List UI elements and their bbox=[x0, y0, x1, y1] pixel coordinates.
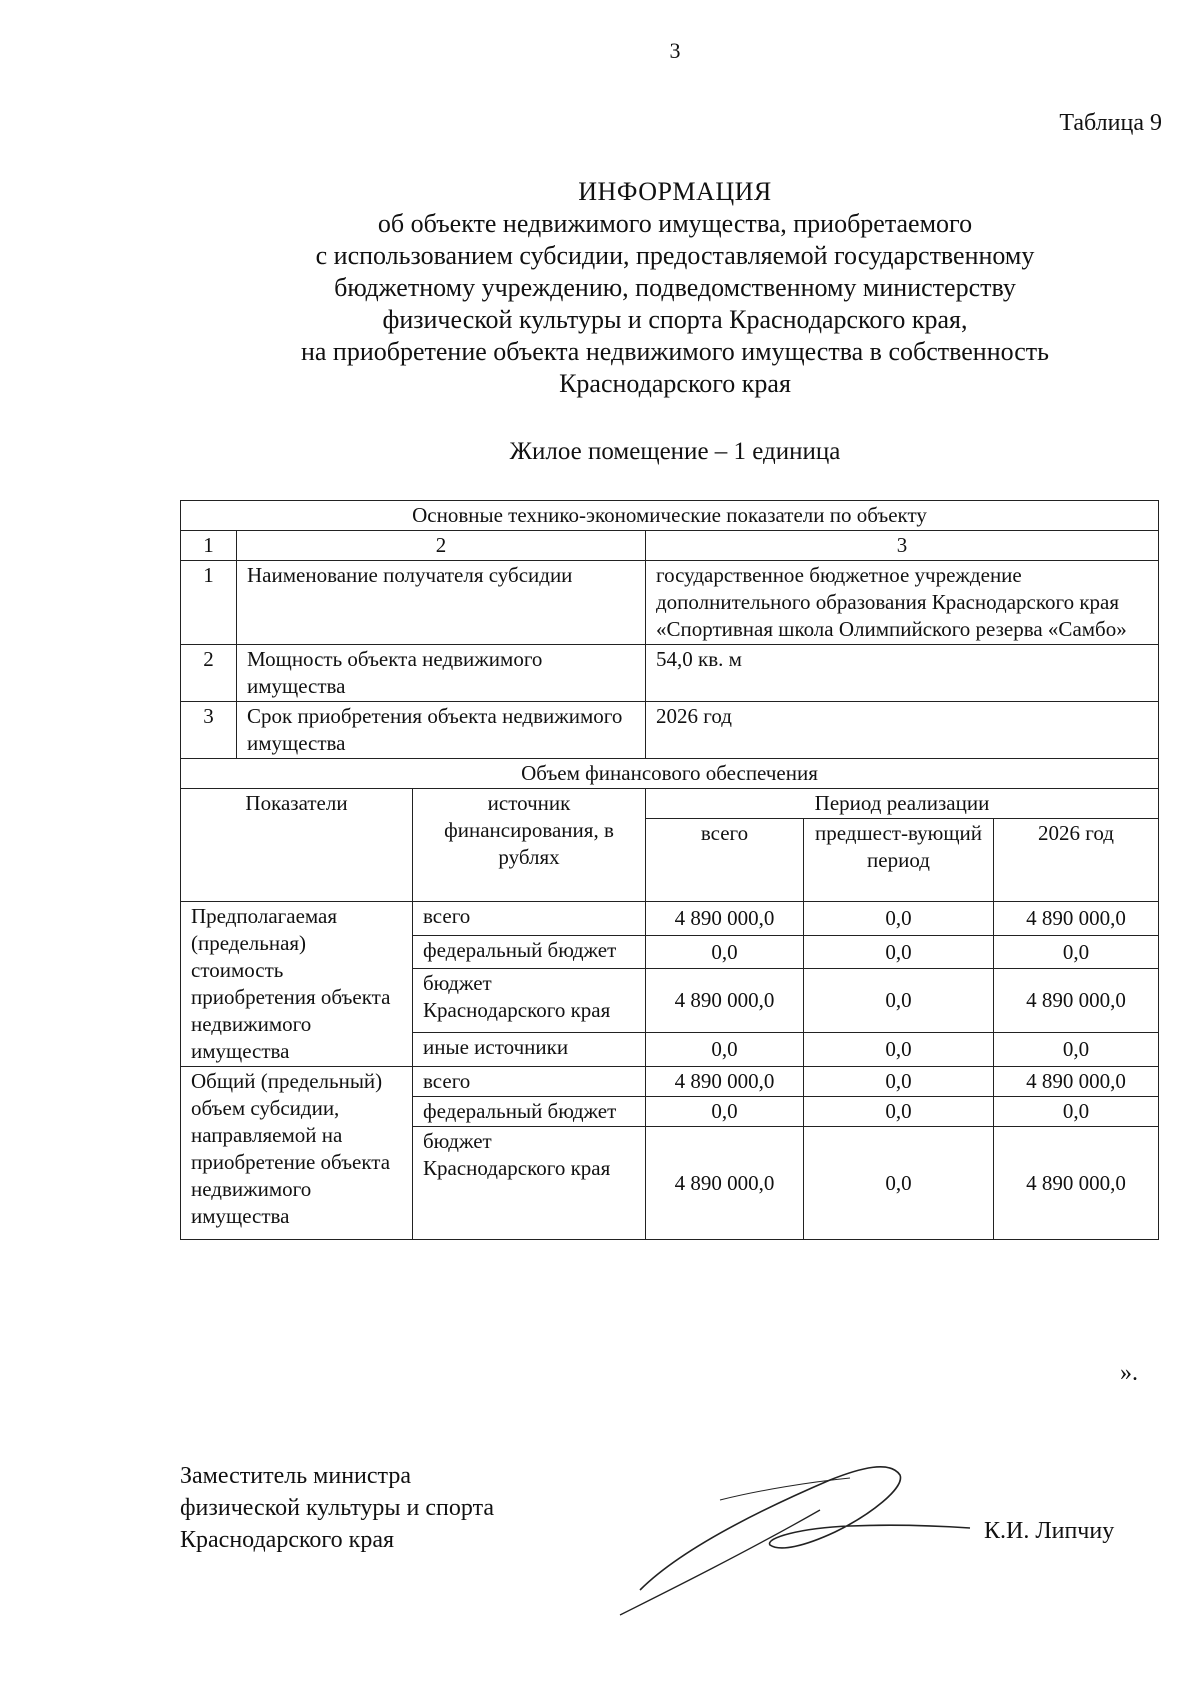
total-cell: 4 890 000,0 bbox=[646, 902, 804, 936]
year-cell: 4 890 000,0 bbox=[994, 969, 1159, 1033]
row-name: Срок приобретения объекта недвижимого имущества bbox=[237, 702, 646, 759]
previous-cell: 0,0 bbox=[804, 902, 994, 936]
source-cell: бюджет Краснодарского края bbox=[413, 969, 646, 1033]
total-header: всего bbox=[646, 819, 804, 902]
previous-cell: 0,0 bbox=[804, 1097, 994, 1127]
heading-line: об объекте недвижимого имущества, приобретаемого bbox=[377, 209, 973, 238]
document-heading bbox=[0, 176, 1200, 400]
group-label: Общий (предельный) объем субсидии, направляемой на приобретение объекта недвижимого имущества bbox=[181, 1067, 413, 1240]
section-header-row bbox=[181, 759, 1159, 789]
heading-line: физической культуры и спорта Краснодарского края, bbox=[382, 305, 968, 334]
table-row bbox=[181, 561, 1159, 645]
row-number: 2 bbox=[181, 645, 237, 702]
previous-period-header: предшест-вующий период bbox=[804, 819, 994, 902]
total-cell: 4 890 000,0 bbox=[646, 969, 804, 1033]
previous-cell: 0,0 bbox=[804, 1067, 994, 1097]
signer-name: К.И. Липчиу bbox=[984, 1518, 1115, 1544]
column-numbers-row bbox=[181, 531, 1159, 561]
table-row bbox=[181, 702, 1159, 759]
heading-line: бюджетному учреждению, подведомственному министерству bbox=[334, 273, 1016, 302]
source-header: источник финансирования, в рублях bbox=[413, 789, 646, 902]
row-value: 54,0 кв. м bbox=[646, 645, 1159, 702]
table-row bbox=[181, 902, 1159, 936]
row-value: государственное бюджетное учреждение дополнительного образования Краснодарского края «Спортивная школа Олимпийского резерва «Самбо» bbox=[646, 561, 1159, 645]
object-subtitle: Жилое помещение – 1 единица bbox=[509, 438, 841, 465]
year-cell: 4 890 000,0 bbox=[994, 1067, 1159, 1097]
section2-header: Объем финансового обеспечения bbox=[181, 759, 1159, 789]
total-cell: 0,0 bbox=[646, 1097, 804, 1127]
table-row bbox=[181, 1067, 1159, 1097]
year-cell: 0,0 bbox=[994, 1033, 1159, 1067]
total-cell: 4 890 000,0 bbox=[646, 1127, 804, 1240]
source-cell: бюджет Краснодарского края bbox=[413, 1127, 646, 1240]
previous-cell: 0,0 bbox=[804, 969, 994, 1033]
source-cell: федеральный бюджет bbox=[413, 935, 646, 969]
row-number: 3 bbox=[181, 702, 237, 759]
total-cell: 0,0 bbox=[646, 1033, 804, 1067]
row-name: Мощность объекта недвижимого имущества bbox=[237, 645, 646, 702]
source-cell: федеральный бюджет bbox=[413, 1097, 646, 1127]
signer-title-line: Заместитель министра bbox=[180, 1463, 411, 1489]
page-number: 3 bbox=[669, 38, 681, 63]
fin-header-row bbox=[181, 789, 1159, 819]
source-cell: иные источники bbox=[413, 1033, 646, 1067]
closing-quote: ». bbox=[1120, 1360, 1138, 1386]
total-cell: 0,0 bbox=[646, 935, 804, 969]
col-number: 3 bbox=[646, 531, 1159, 561]
year-header: 2026 год bbox=[994, 819, 1159, 902]
handwritten-signature bbox=[600, 1440, 980, 1640]
signer-title-line: Краснодарского края bbox=[180, 1527, 395, 1553]
row-number: 1 bbox=[181, 561, 237, 645]
indicators-header: Показатели bbox=[181, 789, 413, 902]
info-table bbox=[180, 500, 1159, 1240]
col-number: 2 bbox=[237, 531, 646, 561]
col-number: 1 bbox=[181, 531, 237, 561]
previous-cell: 0,0 bbox=[804, 1127, 994, 1240]
total-cell: 4 890 000,0 bbox=[646, 1067, 804, 1097]
year-cell: 0,0 bbox=[994, 1097, 1159, 1127]
heading-line: Краснодарского края bbox=[559, 369, 791, 398]
document-title: ИНФОРМАЦИЯ bbox=[578, 177, 772, 206]
row-name: Наименование получателя субсидии bbox=[237, 561, 646, 645]
year-cell: 0,0 bbox=[994, 935, 1159, 969]
year-cell: 4 890 000,0 bbox=[994, 1127, 1159, 1240]
heading-line: на приобретение объекта недвижимого имущества в собственность bbox=[300, 337, 1050, 366]
source-cell: всего bbox=[413, 902, 646, 936]
table-row bbox=[181, 645, 1159, 702]
section1-header: Основные технико-экономические показатели по объекту bbox=[181, 501, 1159, 531]
previous-cell: 0,0 bbox=[804, 1033, 994, 1067]
period-header: Период реализации bbox=[646, 789, 1159, 819]
group-label: Предполагаемая (предельная) стоимость приобретения объекта недвижимого имущества bbox=[181, 902, 413, 1067]
heading-line: с использованием субсидии, предоставляемой государственному bbox=[315, 241, 1035, 270]
row-value: 2026 год bbox=[646, 702, 1159, 759]
year-cell: 4 890 000,0 bbox=[994, 902, 1159, 936]
previous-cell: 0,0 bbox=[804, 935, 994, 969]
signer-title-line: физической культуры и спорта bbox=[180, 1495, 495, 1521]
signer-title bbox=[180, 1460, 494, 1556]
section-header-row bbox=[181, 501, 1159, 531]
source-cell: всего bbox=[413, 1067, 646, 1097]
table-label: Таблица 9 bbox=[1059, 110, 1162, 136]
